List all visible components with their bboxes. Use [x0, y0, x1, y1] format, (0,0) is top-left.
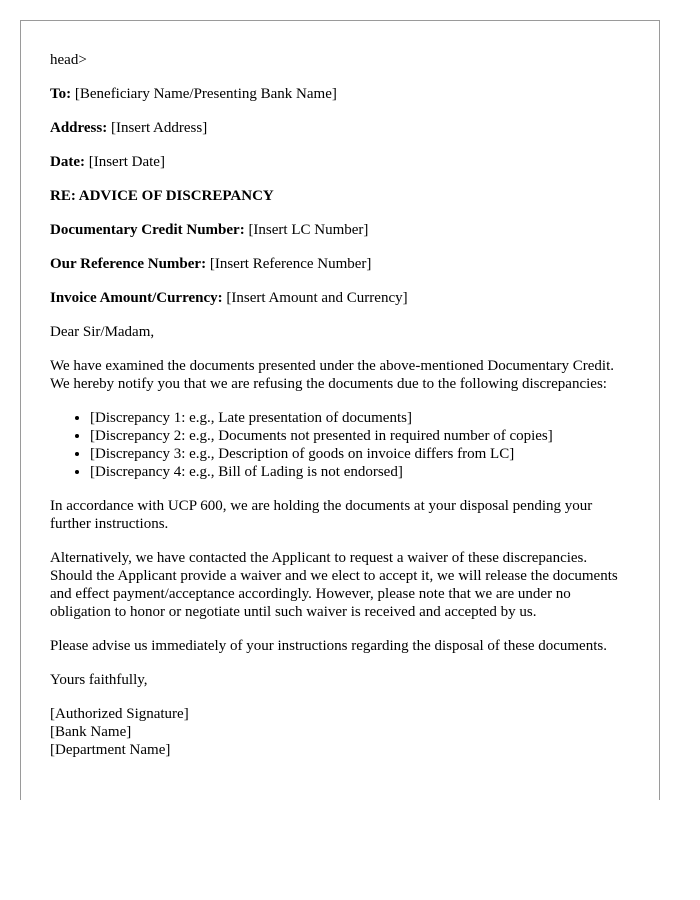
- ucp-paragraph: In accordance with UCP 600, we are holding the documents at your disposal pending your further instructions.: [50, 498, 593, 532]
- date-label: Date:: [50, 154, 85, 170]
- signature-department: [Department Name]: [50, 742, 171, 758]
- subject-text: RE: ADVICE OF DISCREPANCY: [50, 188, 274, 204]
- to-value: [Beneficiary Name/Presenting Bank Name]: [74, 86, 337, 102]
- letter-page: [20, 20, 660, 800]
- invoice-line: [50, 289, 630, 307]
- invoice-label: Invoice Amount/Currency:: [50, 290, 223, 306]
- address-label: Address:: [50, 120, 108, 136]
- reference-value: [Insert Reference Number]: [209, 256, 372, 272]
- stray-head-text: head>: [50, 52, 87, 68]
- address-value: [Insert Address]: [110, 120, 208, 136]
- signature-authorized: [Authorized Signature]: [50, 706, 189, 722]
- intro-paragraph: We have examined the documents presented under the above-mentioned Documentary Credit. We hereby notify you that we are refusing the documents due to the following discrepancies:: [50, 358, 615, 392]
- to-label: To:: [50, 86, 72, 102]
- discrepancy-list: [50, 409, 630, 481]
- list-item: • [Discrepancy 1: e.g., Late presentation of documents]: [90, 409, 630, 427]
- list-item: • [Discrepancy 2: e.g., Documents not presented in required number of copies]: [90, 427, 630, 445]
- signature-block: [50, 705, 630, 759]
- invoice-value: [Insert Amount and Currency]: [226, 290, 408, 306]
- subject-line: [50, 187, 630, 205]
- waiver-paragraph: Alternatively, we have contacted the Applicant to request a waiver of these discrepancies. Should the Applicant provide a waiver and we elect to accept it, we will release the documents and effect payment/acceptance accordingly. However, please note that we are under no obligation to honor or negotiate until such waiver is received and accepted by us.: [50, 550, 618, 620]
- date-line: [50, 153, 630, 171]
- salutation: Dear Sir/Madam,: [50, 324, 155, 340]
- to-line: [50, 85, 630, 103]
- list-item: • [Discrepancy 3: e.g., Description of goods on invoice differs from LC]: [90, 445, 630, 463]
- advise-paragraph: Please advise us immediately of your instructions regarding the disposal of these documents.: [50, 638, 607, 654]
- date-value: [Insert Date]: [88, 154, 165, 170]
- list-item: • [Discrepancy 4: e.g., Bill of Lading is not endorsed]: [90, 463, 630, 481]
- lc-number-line: [50, 221, 630, 239]
- lc-number-value: [Insert LC Number]: [248, 222, 369, 238]
- lc-number-label: Documentary Credit Number:: [50, 222, 245, 238]
- address-line: [50, 119, 630, 137]
- signature-bank: [Bank Name]: [50, 724, 132, 740]
- reference-label: Our Reference Number:: [50, 256, 207, 272]
- closing: Yours faithfully,: [50, 672, 148, 688]
- reference-line: [50, 255, 630, 273]
